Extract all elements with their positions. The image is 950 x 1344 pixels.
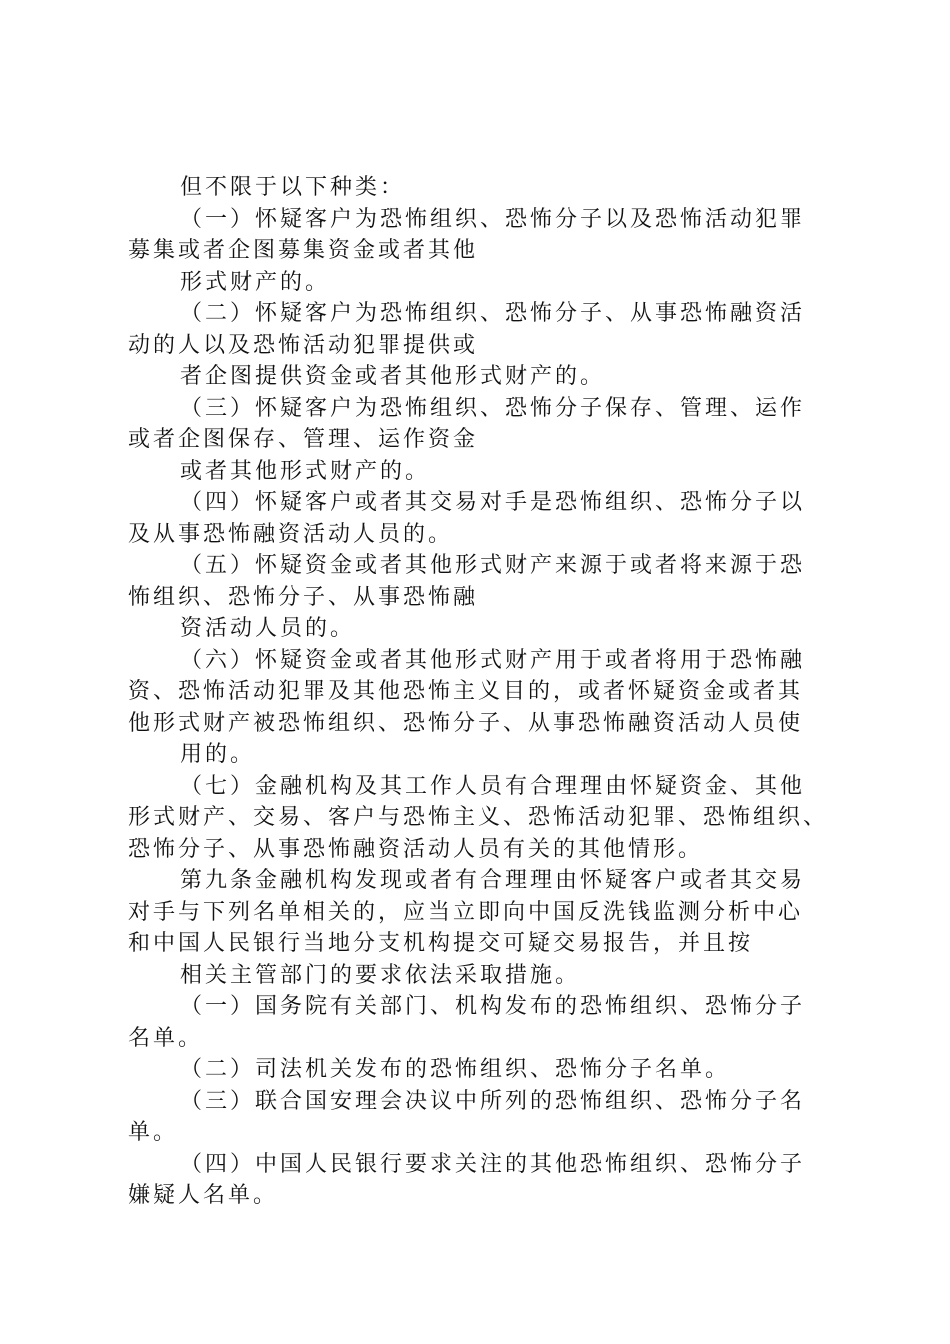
document-text-line: 资、恐怖活动犯罪及其他恐怖主义目的，或者怀疑资金或者其	[128, 679, 804, 704]
document-text-line: 但不限于以下种类：	[180, 175, 406, 200]
document-text-line: 和中国人民银行当地分支机构提交可疑交易报告，并且按	[128, 931, 754, 956]
document-text-line: （二）怀疑客户为恐怖组织、恐怖分子、从事恐怖融资活	[180, 301, 806, 326]
document-text-line: 或者企图保存、管理、运作资金	[128, 427, 479, 452]
document-text-line: 嫌疑人名单。	[128, 1183, 279, 1208]
document-text-line: （六）怀疑资金或者其他形式财产用于或者将用于恐怖融	[180, 647, 806, 673]
document-text-line: 或者其他形式财产的。	[180, 458, 431, 484]
document-text-line: 资活动人员的。	[180, 616, 356, 641]
document-body	[128, 172, 848, 1212]
document-text-line: （四）中国人民银行要求关注的其他恐怖组织、恐怖分子	[180, 1151, 806, 1177]
document-text-line: 募集或者企图募集资金或者其他	[128, 238, 479, 263]
document-text-line: （一）国务院有关部门、机构发布的恐怖组织、恐怖分子	[180, 994, 806, 1019]
document-text-line: 及从事恐怖融资活动人员的。	[128, 521, 454, 547]
document-text-line: （七）金融机构及其工作人员有合理理由怀疑资金、其他	[180, 773, 806, 799]
document-text-line: 恐怖分子、从事恐怖融资活动人员有关的其他情形。	[128, 836, 704, 862]
document-text-line: 他形式财产被恐怖组织、恐怖分子、从事恐怖融资活动人员使	[128, 710, 804, 736]
document-text-line: （二）司法机关发布的恐怖组织、恐怖分子名单。	[180, 1057, 731, 1082]
document-text-line: 对手与下列名单相关的，应当立即向中国反洗钱监测分析中心	[128, 899, 804, 925]
document-text-line: （三）怀疑客户为恐怖组织、恐怖分子保存、管理、运作	[180, 395, 806, 421]
document-text-line: （四）怀疑客户或者其交易对手是恐怖组织、恐怖分子以	[180, 490, 806, 515]
document-text-line: （三）联合国安理会决议中所列的恐怖组织、恐怖分子名	[180, 1088, 806, 1114]
document-text-line: 形式财产的。	[180, 269, 331, 295]
document-text-line: 怖组织、恐怖分子、从事恐怖融	[128, 584, 479, 610]
document-text-line: 动的人以及恐怖活动犯罪提供或	[128, 332, 479, 358]
document-text-line: （五）怀疑资金或者其他形式财产来源于或者将来源于恐	[180, 553, 806, 578]
document-text-line: （一）怀疑客户为恐怖组织、恐怖分子以及恐怖活动犯罪	[180, 206, 806, 232]
document-text-line: 相关主管部门的要求依法采取措施。	[180, 962, 581, 988]
document-text-line: 单。	[128, 1120, 179, 1145]
document-text-line: 形式财产、交易、客户与恐怖主义、恐怖活动犯罪、恐怖组织、	[128, 805, 829, 830]
document-text-line: 名单。	[128, 1025, 204, 1051]
document-text-line: 用的。	[180, 742, 256, 767]
document-text-line: 者企图提供资金或者其他形式财产的。	[180, 364, 606, 389]
document-text-line: 第九条金融机构发现或者有合理理由怀疑客户或者其交易	[180, 868, 806, 893]
